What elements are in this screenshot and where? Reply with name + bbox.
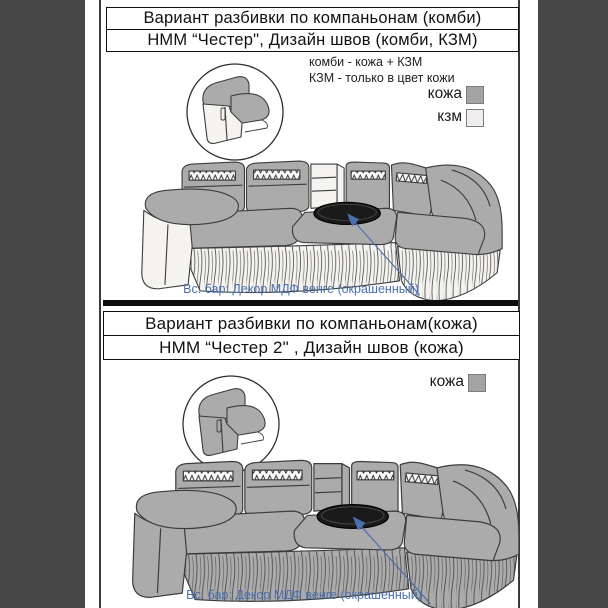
legend-swatch-kozha-2 [468, 374, 486, 392]
panel-leather-bar-annotation: Вс. бар: Декор МДФ венге (окрашенный) [186, 588, 422, 602]
armrest-detail-combi [185, 62, 285, 162]
legend-swatch-kozha [466, 86, 484, 104]
legend-swatch-kzm [466, 109, 484, 127]
legend-label-kzm: кзм [437, 108, 462, 125]
right-dark-band [538, 0, 608, 608]
note-line1: комби - кожа + КЗМ [309, 55, 423, 69]
legend-label-kozha: кожа [427, 85, 462, 102]
panel-combi-bar-annotation: Вс. бар: Декор МДФ венге (окрашенный) [183, 282, 419, 296]
sofa-illustration-leather [123, 455, 535, 608]
note-line2: КЗМ - только в цвет кожи [309, 71, 455, 85]
panel-separator [103, 300, 518, 306]
left-dark-band [0, 0, 85, 608]
panel-combi-notes [309, 54, 455, 86]
panel-leather-title-line2: НММ “Честер 2" , Дизайн швов (кожа) [159, 337, 464, 357]
page-border-left [99, 0, 101, 608]
panel-combi-title-box [106, 7, 519, 52]
panel-leather-title-box [103, 311, 520, 360]
legend-label-kozha-2: кожа [429, 373, 464, 390]
panel-combi-title-line1: Вариант разбивки по компаньонам (комби) [107, 8, 518, 30]
panel-leather-title-line1: Вариант разбивки по компаньонам(кожа) [104, 312, 519, 336]
panel-combi-title-line2: НММ “Честер", Дизайн швов (комби, КЗМ) [147, 31, 478, 49]
